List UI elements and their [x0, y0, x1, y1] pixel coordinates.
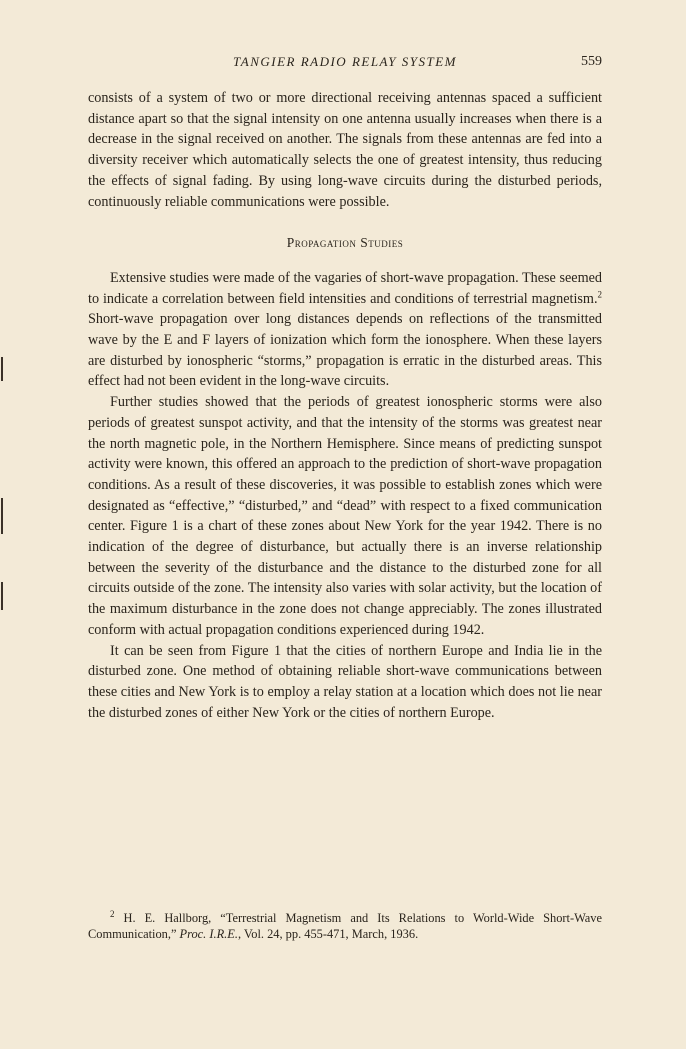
paragraph: It can be seen from Figure 1 that the cities of northern Europe and India lie in the disturbed zone. One method of obtaining reliable short-wave communications between these cities and New York is to employ a relay station at a location which does not lie near the disturbed zones of either New York or the cities of northern Europe. [88, 642, 602, 721]
section-heading: Propagation Studies [286, 235, 404, 251]
footnote-journal: Proc. I.R.E. [179, 927, 238, 942]
page-header [88, 54, 602, 74]
paragraph: Further studies showed that the periods of greatest ionospheric storms were also periods of greatest sunspot activity, and that the intensity of the storms was greatest near the north magnetic pole, in the Northern Hemisphere. Since means of predicting sunspot activity were known, this offered an approach to the prediction of short-wave propagation conditions. As a result of these discoveries, it was possible to establish zones which were designated as “effective,” “disturbed,” and “dead” with respect to a fixed communication center. Figure 1 is a chart of these zones about New York for the year 1942. There is no indication of the degree of disturbance, but actually there is an inverse relationship between the severity of the disturbance and the distance to the disturbed zone for all circuits outside of the zone. The intensity also varies with solar activity, but the location of the maximum disturbance in the zone does not change appreciably. The zones illustrated conform with actual propagation conditions experienced during 1942. [88, 394, 602, 638]
margin-mark [1, 498, 3, 534]
footnote-text: , Vol. 24, pp. 455-471, March, 1936. [237, 927, 419, 942]
running-title: TANGIER RADIO RELAY SYSTEM [232, 54, 457, 69]
paragraph: consists of a system of two or more directional receiving antennas spaced a sufficient distance apart so that the signal intensity on one antenna usually increases when there is a decrease in the signal received on another. The signals from these antennas are fed into a diversity receiver which automatically selects the one of greatest intensity, thus reducing the effects of signal fading. By using long-wave circuits during the disturbed periods, continuously reliable communications were possible. [88, 90, 602, 210]
footnote [88, 910, 602, 942]
margin-mark [1, 582, 3, 610]
paragraph-text: Short-wave propagation over long distances depends on reflections of the transmitted wave by the E and F layers of ionization which form the ionosphere. When these layers are disturbed by ionospheric “storms,” propagation is erratic in the disturbed areas. This effect had not been evident in the long-wave circuits. [88, 311, 602, 390]
margin-mark [1, 357, 3, 381]
footnote-text: H. E. Hallborg, “Terrestrial Magnetism and Its Relations to World-Wide Short-Wave Communication,” [88, 911, 602, 942]
body-text [88, 88, 602, 723]
page-number: 559 [581, 54, 602, 69]
footnote-marker: 2 [110, 908, 115, 919]
paragraph-text: Extensive studies were made of the vagaries of short-wave propagation. These seemed to indicate a correlation between field intensities and conditions of terrestrial magnetism. [88, 269, 602, 307]
paragraph [88, 268, 602, 392]
footnote-reference: 2 [597, 288, 602, 299]
